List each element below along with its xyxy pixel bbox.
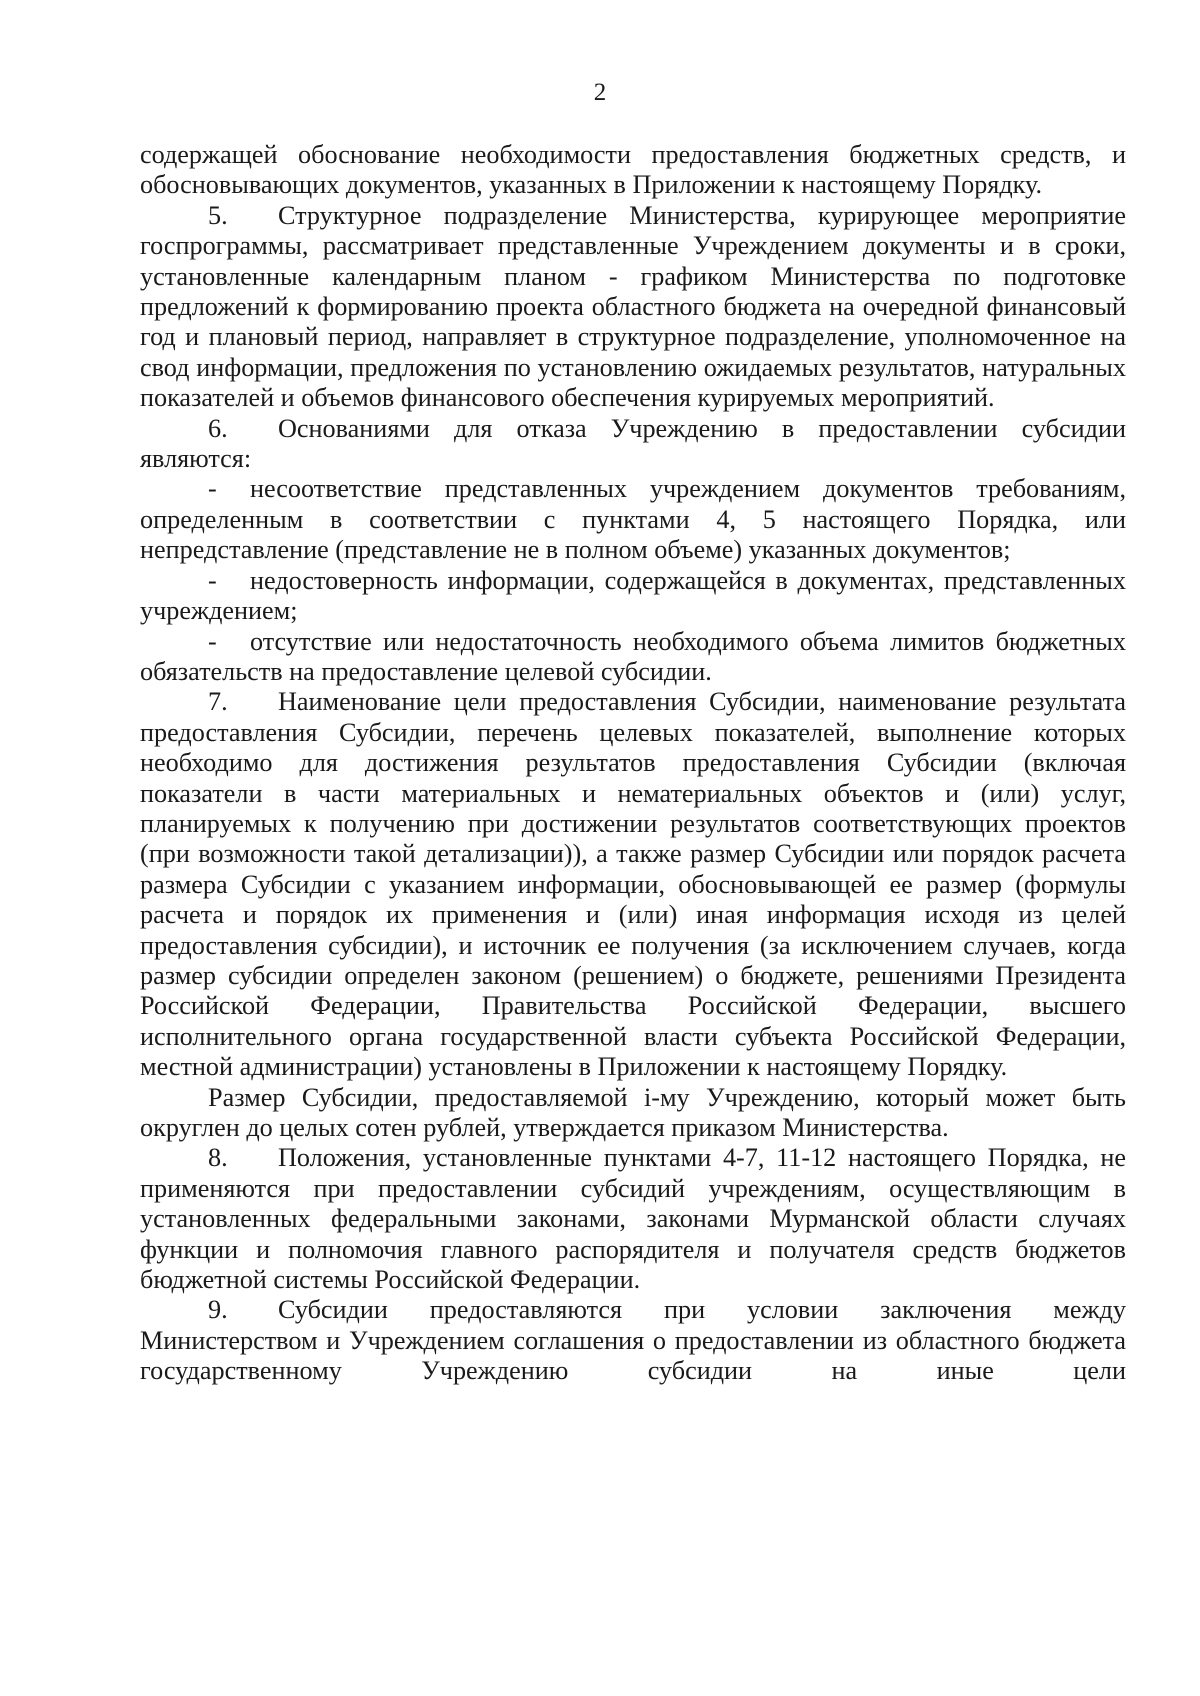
paragraph-continuation bbox=[140, 140, 1126, 201]
clause-8 bbox=[140, 1143, 1126, 1295]
paragraph-text: содержащей обоснование необходимости предоставления бюджетных средств, и обосновывающих документов, указанных в Приложении к настоящему Порядку. bbox=[140, 140, 1126, 200]
list-item-text: отсутствие или недостаточность необходимого объема лимитов бюджетных обязательств на предоставление целевой субсидии. bbox=[140, 626, 1126, 686]
document-body bbox=[140, 140, 1126, 1387]
clause-number: 5. bbox=[208, 200, 228, 230]
clause-number: 7. bbox=[208, 687, 228, 717]
clause-number: 9. bbox=[208, 1295, 228, 1325]
clause-text: Наименование цели предоставления Субсидии, наименование результата предоставления Субсидии, перечень целевых показателей, выполнение которых необходимо для достижения результатов предоставления Субсидии (включая показатели в части материальных и нематериальных объектов и (или) услуг, планируемых к получению при достижении результатов соответствующих проектов (при возможности такой детализации)), а также размер Субсидии или порядок расчета размера Субсидии с указанием информации, обосновывающей ее размер (формулы расчета и порядок их применения и (или) иная информация исходя из целей предоставления субсидии), и источник ее получения (за исключением случаев, когда размер субсидии определен законом (решением) о бюджете, решениями Президента Российской Федерации, Правительства Российской Федерации, высшего исполнительного органа государственной власти субъекта Российской Федерации, местной администрации) установлены в Приложении к настоящему Порядку. bbox=[140, 687, 1126, 1082]
clause-number: 6. bbox=[208, 413, 228, 443]
dash-marker: - bbox=[208, 565, 217, 595]
clause-text: Субсидии предоставляются при условии заключения между Министерством и Учреждением соглашения о предоставлении из областного бюджета государственному Учреждению субсидии на иные цели bbox=[140, 1295, 1126, 1386]
dash-marker: - bbox=[208, 626, 217, 656]
clause-9 bbox=[140, 1295, 1126, 1386]
clause-6 bbox=[140, 414, 1126, 475]
paragraph-subsidy-size bbox=[140, 1083, 1126, 1144]
page-number: 2 bbox=[593, 79, 607, 106]
list-item-dash bbox=[140, 566, 1126, 627]
paragraph-text: Размер Субсидии, предоставляемой i-му Учреждению, который может быть округлен до целых сотен рублей, утверждается приказом Министерства. bbox=[140, 1082, 1126, 1142]
list-item-text: недостоверность информации, содержащейся в документах, представленных учреждением; bbox=[140, 565, 1126, 626]
clause-7 bbox=[140, 687, 1126, 1082]
clause-5 bbox=[140, 201, 1126, 414]
clause-number: 8. bbox=[208, 1143, 228, 1173]
clause-text: Основаниями для отказа Учреждению в предоставлении субсидии являются: bbox=[140, 413, 1126, 474]
dash-marker: - bbox=[208, 474, 217, 504]
clause-text: Положения, установленные пунктами 4-7, 11-12 настоящего Порядка, не применяются при предоставлении субсидий учреждениям, осуществляющим в установленных федеральными законами, законами Мурманской области случаях функции и полномочия главного распорядителя и получателя средств бюджетов бюджетной системы Российской Федерации. bbox=[140, 1143, 1126, 1295]
list-item-text: несоответствие представленных учреждением документов требованиям, определенным в соответствии с пунктами 4, 5 настоящего Порядка, или непредставление (представление не в полном объеме) указанных документов; bbox=[140, 474, 1126, 565]
list-item-dash bbox=[140, 627, 1126, 688]
list-item-dash bbox=[140, 474, 1126, 565]
clause-text: Структурное подразделение Министерства, курирующее мероприятие госпрограммы, рассматривает представленные Учреждением документы и в сроки, установленные календарным планом - графиком Министерства по подготовке предложений к формированию проекта областного бюджета на очередной финансовый год и плановый период, направляет в структурное подразделение, уполномоченное на свод информации, предложения по установлению ожидаемых результатов, натуральных показателей и объемов финансового обеспечения курируемых мероприятий. bbox=[140, 200, 1126, 413]
